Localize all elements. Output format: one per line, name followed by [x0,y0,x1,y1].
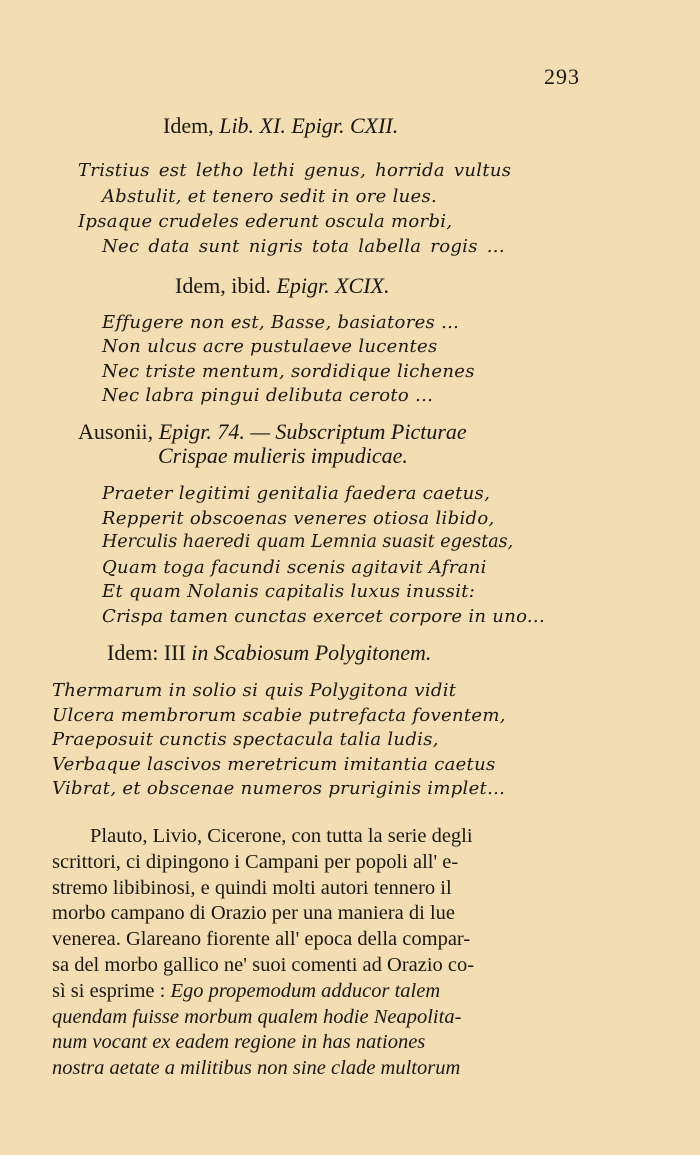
section-1-heading [163,113,398,139]
verse-line: Crispa tamen cunctas exercet corpore in uno... [102,606,545,627]
heading-prefix: Idem: III [107,640,192,665]
heading-citation-cont: Crispae mulieris impudicae. [158,443,408,468]
section-2-heading [175,273,390,299]
verse-line: Et quam Nolanis capitalis luxus inussit: [102,581,476,602]
prose-line: sì si esprime : [52,979,166,1002]
prose-line: scrittori, ci dipingono i Campani per popoli all' e- [52,850,459,873]
verse-line: Ipsaque crudeles ederunt oscula morbi, [78,211,453,232]
heading-citation: in Scabiosum Polygitonem. [191,640,432,665]
heading-prefix: Idem, [163,113,220,138]
verse-line: Nec triste mentum, sordidique lichenes [102,361,475,382]
prose-line: morbo campano di Orazio per una maniera di lue [52,902,456,925]
verse-line: Verbaque lascivos meretricum imitantia caetus [52,754,496,775]
verse-line: Tristius est letho lethi genus, horrida vultus [78,160,512,181]
prose-line: Plauto, Livio, Cicerone, con tutta la serie degli [90,825,473,847]
latin-quote-line: num vocant ex eadem regione in has nationes [52,1031,426,1054]
verse-line: Nec data sunt nigris tota labella rogis ... [102,236,505,257]
verse-line: Quam toga facundi scenis agitavit Afrani [102,557,487,578]
verse-line: Non ulcus acre pustulaeve lucentes [102,336,438,357]
prose-paragraph [52,824,592,1082]
prose-line: stremo libibinosi, e quindi molti autori tennero il [52,876,452,899]
verse-line: Vibrat, et obscenae numeros pruriginis implet... [52,778,506,799]
heading-citation: Lib. XI. Epigr. CXII. [219,113,399,138]
verse-line: Abstulit, et tenero sedit in ore lues. [102,186,438,207]
verse-line: Thermarum in solio si quis Polygitona vidit [52,680,457,701]
heading-prefix: Ausonii, [78,419,159,444]
verse-line: Nec labra pingui delibuta ceroto ... [102,385,434,406]
verse-line: Effugere non est, Basse, basiatores ... [102,312,460,333]
verse-line: Repperit obscoenas veneres otiosa libido, [102,508,495,529]
page-number: 293 [544,64,580,89]
heading-prefix: Idem, ibid. [175,273,277,298]
section-4-heading [107,640,431,666]
verse-line: Praeter legitimi genitalia faedera caetus, [102,483,491,504]
heading-citation: Epigr. 74. — Subscriptum Picturae [158,419,467,444]
verse-line: Praeposuit cunctis spectacula talia ludis, [52,729,439,750]
heading-citation: Epigr. XCIX. [276,273,390,298]
prose-line: sa del morbo gallico ne' suoi comenti ad Orazio co- [52,953,475,976]
section-3-heading [78,419,467,445]
section-3-heading-line2 [158,443,408,469]
prose-line-mixed [52,979,592,1005]
latin-quote-line: quendam fuisse morbum qualem hodie Neapolita- [52,1005,462,1028]
verse-line: Ulcera membrorum scabie putrefacta foventem, [52,705,506,726]
verse-line: Herculis haeredi quam Lemnia suasit egestas, [102,532,514,552]
prose-line: venerea. Glareano fiorente all' epoca della compar- [52,928,471,951]
latin-quote: Ego propemodum adducor talem [170,979,441,1002]
latin-quote-line: nostra aetate a militibus non sine clade multorum [52,1057,461,1080]
